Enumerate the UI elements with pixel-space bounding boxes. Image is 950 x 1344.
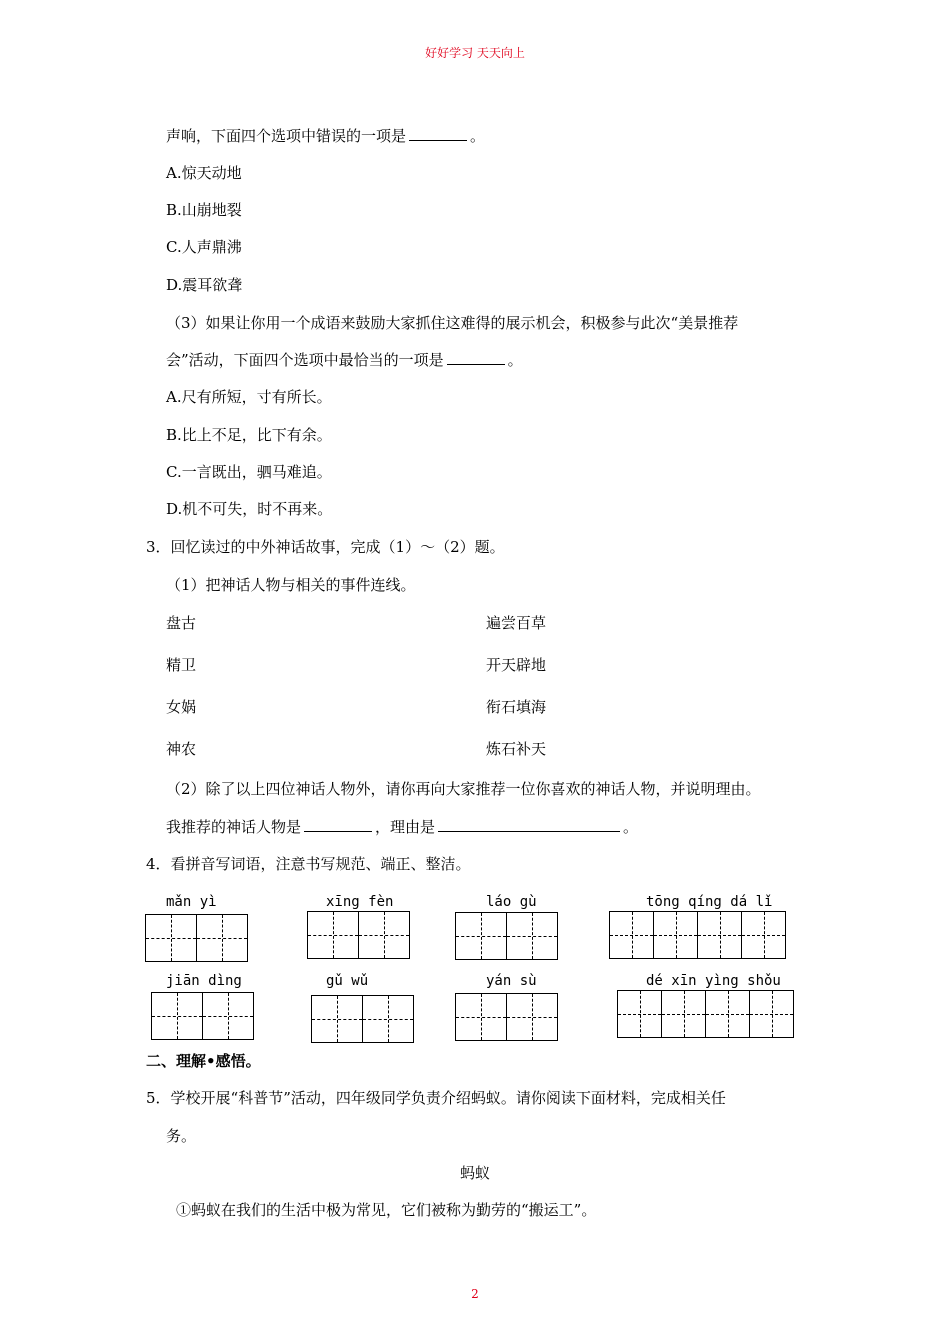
q2-3-stem-text: 会”活动，下面四个选项中最恰当的一项是 (166, 351, 444, 369)
q4-title: 4．看拼音写词语，注意书写规范、端正、整洁。 (146, 855, 471, 873)
grid-cell[interactable] (203, 993, 253, 1039)
writing-grid[interactable] (609, 911, 786, 959)
pinyin-label: xīng fèn (326, 894, 394, 910)
q2-2-stem-text: 声响，下面四个选项中错误的一项是 (166, 127, 407, 145)
writing-grid[interactable] (311, 995, 414, 1043)
q3-rec-text-b: ，理由是 (375, 818, 436, 836)
figure-blank[interactable] (304, 817, 372, 832)
grid-cell[interactable] (507, 994, 557, 1040)
pinyin-label: gǔ wǔ (326, 973, 369, 989)
q2-2-option-b: B.山崩地裂 (166, 201, 242, 219)
pinyin-label: láo gù (486, 894, 537, 910)
page-header: 好好学习 天天向上 (425, 46, 525, 60)
myth-figure[interactable]: 女娲 (166, 698, 197, 716)
grid-cell[interactable] (363, 996, 413, 1042)
q5-stem-line1: 5．学校开展“科普节”活动，四年级同学负责介绍蚂蚁。请你阅读下面材料，完成相关任 (146, 1089, 726, 1107)
q3-rec-text-c: 。 (623, 818, 639, 836)
grid-cell[interactable] (654, 912, 698, 958)
q5-stem-line2: 务。 (166, 1127, 197, 1145)
answer-blank[interactable] (447, 350, 505, 365)
q2-2-option-c: C.人声鼎沸 (166, 238, 242, 256)
section-heading: 二、理解•感悟。 (146, 1052, 261, 1070)
q2-3-option-d: D.机不可失，时不再来。 (166, 500, 333, 518)
q3-title: 3．回忆读过的中外神话故事，完成（1）～（2）题。 (146, 538, 505, 556)
writing-grid[interactable] (145, 914, 248, 962)
grid-cell[interactable] (610, 912, 654, 958)
passage-title: 蚂蚁 (459, 1164, 490, 1182)
q2-3-tail: 。 (507, 351, 523, 369)
writing-grid[interactable] (455, 912, 558, 960)
pinyin-label: tōng qíng dá lǐ (646, 894, 773, 910)
pinyin-label: jiān dìng (166, 973, 242, 989)
grid-cell[interactable] (152, 993, 203, 1039)
myth-figure[interactable]: 精卫 (166, 656, 197, 674)
grid-cell[interactable] (456, 994, 507, 1040)
grid-cell[interactable] (698, 912, 742, 958)
q2-2-stem (166, 125, 485, 146)
grid-cell[interactable] (662, 991, 706, 1037)
grid-cell[interactable] (742, 912, 785, 958)
q3-sub2: （2）除了以上四位神话人物外，请你再向大家推荐一位你喜欢的神话人物，并说明理由。 (166, 780, 761, 798)
grid-cell[interactable] (359, 912, 409, 958)
q2-3-option-a: A.尺有所短，寸有所长。 (166, 388, 332, 406)
myth-figure[interactable]: 神农 (166, 740, 197, 758)
pinyin-label: dé xīn yìng shǒu (646, 973, 781, 989)
myth-event[interactable]: 开天辟地 (486, 656, 547, 674)
q2-2-tail: 。 (470, 127, 486, 145)
q3-sub1: （1）把神话人物与相关的事件连线。 (166, 576, 416, 594)
grid-cell[interactable] (456, 913, 507, 959)
q2-2-option-d: D.震耳欲聋 (166, 276, 243, 294)
myth-event[interactable]: 炼石补天 (486, 740, 547, 758)
grid-cell[interactable] (706, 991, 750, 1037)
passage-paragraph: ①蚂蚁在我们的生活中极为常见，它们被称为勤劳的“搬运工”。 (176, 1201, 597, 1219)
q2-3-option-c: C.一言既出，驷马难追。 (166, 463, 332, 481)
myth-event[interactable]: 衔石填海 (486, 698, 547, 716)
writing-grid[interactable] (151, 992, 254, 1040)
grid-cell[interactable] (146, 915, 197, 961)
q3-rec-text-a: 我推荐的神话人物是 (166, 818, 302, 836)
writing-grid[interactable] (617, 990, 794, 1038)
writing-grid[interactable] (455, 993, 558, 1041)
myth-event[interactable]: 遍尝百草 (486, 614, 547, 632)
q2-3-stem-line1: （3）如果让你用一个成语来鼓励大家抓住这难得的展示机会，积极参与此次“美景推荐 (166, 314, 739, 332)
pinyin-label: mǎn yì (166, 894, 217, 910)
writing-grid[interactable] (307, 911, 410, 959)
grid-cell[interactable] (197, 915, 247, 961)
myth-figure[interactable]: 盘古 (166, 614, 197, 632)
reason-blank[interactable] (438, 817, 620, 832)
page-number: 2 (471, 1287, 479, 1301)
grid-cell[interactable] (312, 996, 363, 1042)
answer-blank[interactable] (409, 126, 467, 141)
grid-cell[interactable] (507, 913, 557, 959)
grid-cell[interactable] (750, 991, 793, 1037)
q3-recommend (166, 816, 638, 837)
grid-cell[interactable] (308, 912, 359, 958)
q2-2-option-a: A.惊天动地 (166, 164, 242, 182)
pinyin-label: yán sù (486, 973, 537, 989)
grid-cell[interactable] (618, 991, 662, 1037)
q2-3-option-b: B.比上不足，比下有余。 (166, 426, 332, 444)
q2-3-stem-line2 (166, 349, 523, 370)
